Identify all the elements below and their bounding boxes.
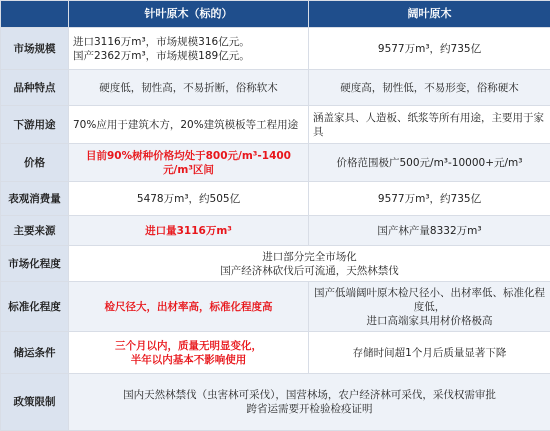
table-row xyxy=(1,70,550,106)
table-row xyxy=(1,374,550,431)
row-label: 主要来源 xyxy=(1,216,69,246)
softwood-cell: 检尺径大，出材率高，标准化程度高 xyxy=(69,282,309,332)
hardwood-cell: 硬度高，韧性低，不易形变，俗称硬木 xyxy=(309,70,550,106)
row-label: 储运条件 xyxy=(1,332,69,374)
cell-line: 三个月以内，质量无明显变化， xyxy=(115,339,262,352)
row-label: 价格 xyxy=(1,144,69,182)
table-row xyxy=(1,216,550,246)
table-row xyxy=(1,332,550,374)
cell-line: 国产低端阔叶原木检尺径小、出材率低、标准化程度低， xyxy=(314,286,545,313)
cell-line: 跨省运需要开检验检疫证明 xyxy=(246,403,373,415)
cell-line: 进口高端家具用材价格极高 xyxy=(366,314,493,327)
table-row xyxy=(1,182,550,216)
hardwood-cell: 9577万m³，约735亿 xyxy=(309,182,550,216)
table-row xyxy=(1,106,550,144)
hardwood-cell: 存储时间超1个月后质量显著下降 xyxy=(309,332,550,374)
hardwood-cell: 国产林产量8332万m³ xyxy=(309,216,550,246)
hardwood-cell: 涵盖家具、人造板、纸浆等所有用途，主要用于家具 xyxy=(309,106,550,144)
header-hardwood: 阔叶原木 xyxy=(309,1,550,28)
header-corner xyxy=(1,1,69,28)
hardwood-cell xyxy=(309,282,550,332)
header-softwood: 针叶原木（标的） xyxy=(69,1,309,28)
row-label: 市场规模 xyxy=(1,28,69,70)
softwood-cell xyxy=(69,332,309,374)
softwood-cell: 进口量3116万m³ xyxy=(69,216,309,246)
table-row xyxy=(1,282,550,332)
table-row xyxy=(1,246,550,282)
softwood-cell xyxy=(69,28,309,70)
table-row xyxy=(1,28,550,70)
row-label: 市场化程度 xyxy=(1,246,69,282)
merged-cell xyxy=(69,374,550,431)
softwood-cell: 70%应用于建筑木方，20%建筑模板等工程用途 xyxy=(69,106,309,144)
cell-line: 半年以内基本不影响使用 xyxy=(130,353,247,366)
row-label: 标准化程度 xyxy=(1,282,69,332)
softwood-cell: 5478万m³，约505亿 xyxy=(69,182,309,216)
merged-cell xyxy=(69,246,550,282)
cell-line: 国内天然林禁伐（虫害林可采伐），国营林场，农户经济林可采伐，采伐权需审批 xyxy=(123,389,496,401)
row-label: 政策限制 xyxy=(1,374,69,431)
hardwood-cell: 9577万m³，约735亿 xyxy=(309,28,550,70)
cell-line: 进口部分完全市场化 xyxy=(262,250,357,263)
cell-line: 国产经济林砍伐后可流通，天然林禁伐 xyxy=(220,264,399,277)
cell-line: 国产2362万m³，市场规模189亿元。 xyxy=(73,49,250,62)
row-label: 品种特点 xyxy=(1,70,69,106)
cell-line: 进口3116万m³，市场规模316亿元。 xyxy=(73,35,250,48)
row-label: 下游用途 xyxy=(1,106,69,144)
softwood-cell: 目前90%树种价格均处于800元/m³-1400元/m³区间 xyxy=(69,144,309,182)
header-row xyxy=(1,1,550,28)
table-row xyxy=(1,144,550,182)
row-label: 表观消费量 xyxy=(1,182,69,216)
softwood-cell: 硬度低，韧性高，不易折断，俗称软木 xyxy=(69,70,309,106)
hardwood-cell: 价格范围极广500元/m³-10000+元/m³ xyxy=(309,144,550,182)
